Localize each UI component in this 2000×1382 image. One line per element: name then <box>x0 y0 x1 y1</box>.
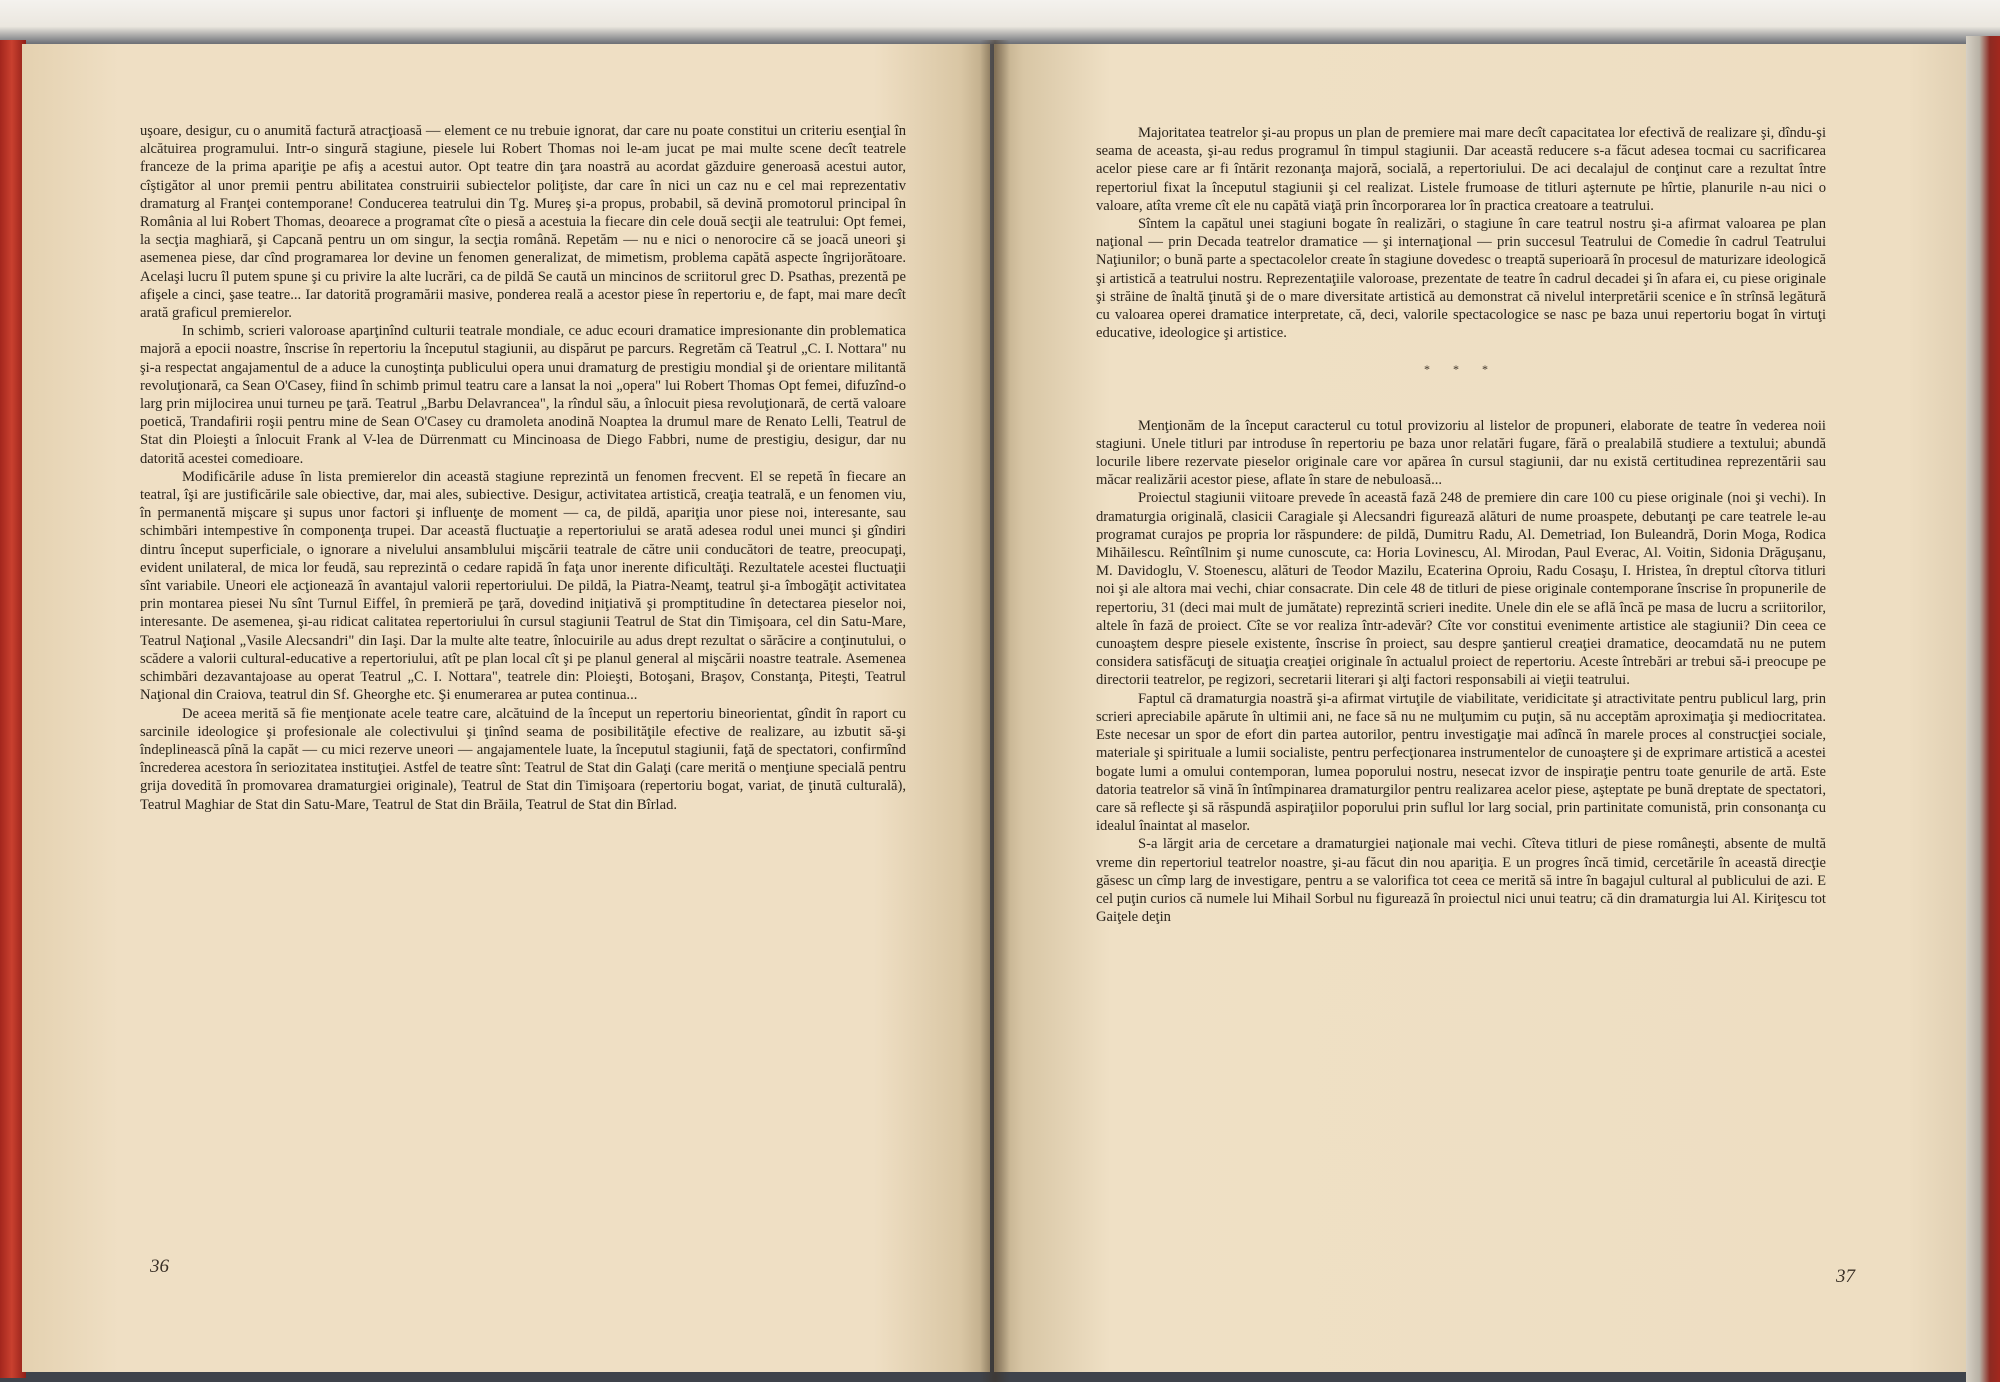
paragraph: Modificările aduse în lista premierelor din această stagiune reprezintă un fenomen frecvent. El se repetă în fiecare an teatral, îşi are justificările sale obiective, dar, mai ales, subiective. Desigur, activitatea artistică, creaţia teatrală, e un fenomen viu, în permanentă mişcare şi supus unor factori şi influenţe de moment — ca, de pildă, apariţia unor piese noi, interesante, sau schimbări intempestive în componenţa trupei. Dar această fluctuaţie a repertoriului se arată adesea rodul unei munci şi gîndiri dintru început superficiale, o ignorare a nivelului ansamblului mişcării teatrale de către unii conducători de teatre, preocupaţi, evident unilateral, de mica lor feudă, sau reprezintă o cedare rapidă în faţa unor inerente dificultăţi. Rezultatele acestei fluctuaţii sînt variabile. Uneori ele acţionează în avantajul valorii repertoriului. De pildă, la Piatra-Neamţ, teatrul şi-a îmbogăţit activitatea prin montarea piesei Nu sînt Turnul Eiffel, în premieră pe ţară, dovedind iniţiativă şi promptitudine în detectarea pieselor noi, interesante. De asemenea, şi-au ridicat calitatea repertoriului în cursul stagiunii Teatrul de Stat din Timişoara, cel din Satu-Mare, Teatrul Naţional „Vasile Alecsandri" din Iaşi. Dar la multe alte teatre, înlocuirile au adus drept rezultat o sărăcire a conţinutului, o scădere a valorii cultural-educative a repertoriului, atît pe plan local cît şi pe planul general al mişcării noastre teatrale. Asemenea schimbări dezavantajoase au operat Teatrul „C. I. Nottara", teatrele din: Ploieşti, Botoşani, Braşov, Constanţa, Piteşti, Teatrul Naţional din Craiova, teatrul din Sf. Gheorghe etc. Şi enumerarea ar putea continua... <box>140 468 906 704</box>
page-number: 36 <box>150 1256 169 1277</box>
paragraph: Menţionăm de la început caracterul cu totul provizoriu al listelor de propuneri, elaborate de teatre în vederea noii stagiuni. Unele titluri par introduse în repertoriu pe baza unor relatări fugare, fără o prealabilă studiere a textului; abundă locurile libere rezervate pieselor originale care vor apărea în cursul stagiunii, dar nu există certitudinea reprezentării sau măcar realizării acestor piese, aflate în stare de nebuloasă... <box>1096 417 1826 489</box>
book-gutter <box>980 40 1010 1382</box>
section-separator: * * * <box>1424 362 1498 377</box>
left-page-text <box>140 122 906 814</box>
right-page <box>994 44 1966 1372</box>
page-number: 37 <box>1836 1266 1855 1287</box>
paragraph: S-a lărgit aria de cercetare a dramaturgiei naţionale mai vechi. Cîteva titluri de piese româneşti, absente de multă vreme din repertoriul teatrelor noastre, şi-au făcut din nou apariţia. E un progres încă timid, cercetările în această direcţie găsesc un cîmp larg de investigare, pentru a se valorifica tot ceea ce merită să intre în bagajul cultural al publicului de azi. E cel puţin curios că numele lui Mihail Sorbul nu figurează în proiectul nici unui teatru; că din dramaturgia lui Al. Kiriţescu tot Gaiţele deţin <box>1096 836 1826 926</box>
top-edge <box>0 0 2000 44</box>
paragraph: Proiectul stagiunii viitoare prevede în această fază 248 de premiere din care 100 cu piese originale (noi şi vechi). In dramaturgia originală, clasicii Caragiale şi Alecsandri figurează alături de nume proaspete, debutanţi pe care teatrele le-au programat curajos pe propria lor răspundere: de pildă, Dumitru Radu, Al. Demetriad, Ion Buleandră, Dorin Moga, Rodica Mihăilescu. Reîntîlnim şi nume cunoscute, ca: Horia Lovinescu, Al. Mirodan, Paul Everac, Al. Voitin, Sidonia Drăguşanu, M. Davidoglu, V. Stoenescu, alături de Teodor Mazilu, Ecaterina Oproiu, Radu Cosaşu, I. Hristea, în dreptul cîtorva titluri noi şi ale altora mai vechi, chiar consacrate. Din cele 48 de titluri de piese originale contemporane înscrise în propunerile de repertoriu, 31 (deci mai mult de jumătate) reprezintă scrieri inedite. Unele din ele se află încă pe masa de lucru a scriitorilor, altele în fază de proiect. Cîte se vor realiza într-adevăr? Cîte vor constitui evenimente artistice ale stagiunii? Din ceea ce cunoaştem despre piesele existente, înscrise în proiect, sau despre şantierul creaţiei dramatice, deocamdată nu ne putem considera satisfăcuţi de situaţia creaţiei originale în actualul proiect de repertoriu. Aceste întrebări ar trebui să-i preocupe pe directorii teatrelor, pe regizori, secretarii literari şi alţi factori responsabili ai vieţii teatrului. <box>1096 490 1826 689</box>
paragraph: uşoare, desigur, cu o anumită factură atracţioasă — element ce nu trebuie ignorat, dar care nu poate constitui un criteriu esenţial în alcătuirea programului. Intr-o singură stagiune, piesele lui Robert Thomas noi le-am jucat pe mai multe scene decît teatrele franceze de la prima apariţie pe afiş a acestui autor. Opt teatre din ţara noastră au acordat găzduire generoasă acestui autor, cîştigător al unor premii pentru abilitatea construirii subiectelor poliţiste, dar care în nici un caz nu e cel mai reprezentativ dramaturg al Franţei contemporane! Conducerea teatrului din Tg. Mureş şi-a propus, probabil, să devină promotorul principal în România al lui Robert Thomas, deoarece a programat cîte o piesă a acestuia la fiecare din cele două secţii ale teatrului: Opt femei, la secţia maghiară, şi Capcană pentru un om singur, la secţia română. Repetăm — nu e nici o nenorocire că se joacă uneori şi asemenea piese, dar cînd programarea lor devine un fenomen generalizat, de mimetism, problema capătă aspecte îngrijorătoare. Acelaşi lucru îl putem spune şi cu privire la alte lucrări, ca de pildă Se caută un mincinos de scriitorul grec D. Psathas, prezentă pe afişele a cinci, şase teatre... Iar datorită programării masive, ponderea reală a acestor piese în repertoriu e, de fapt, mai mare decît arată graficul premierelor. <box>140 123 906 322</box>
paragraph: Majoritatea teatrelor şi-au propus un plan de premiere mai mare decît capacitatea lor efectivă de realizare şi, dîndu-şi seama de aceasta, şi-au redus programul în timpul stagiunii. Dar această reducere s-a făcut adesea tocmai cu sacrificarea acelor piese care ar fi întărit rezonanţa majoră, socială, a repertoriului. De aci decalajul de conţinut care a rezultat între repertoriul fixat la începutul stagiunii şi cel realizat. Listele frumoase de titluri aşternute pe hîrtie, planurile n-au nici o valoare, atîta vreme cît ele nu capătă viaţă prin încorporarea lor în practica creatoare a teatrului. <box>1096 125 1826 214</box>
paragraph: In schimb, scrieri valoroase aparţinînd culturii teatrale mondiale, ce aduc ecouri dramatice impresionante din problematica majoră a epocii noastre, înscrise în repertoriu la începutul stagiunii, au dispărut pe parcurs. Regretăm că Teatrul „C. I. Nottara" nu şi-a respectat angajamentul de a aduce la cunoştinţa publicului opera unui dramaturg de prestigiu mondial şi de orientare militantă revoluţionară, ca Sean O'Casey, fiind în schimb primul teatru care a lansat la noi „opera" lui Robert Thomas Opt femei, difuzînd-o larg prin mijlocirea unui turneu pe ţară. Teatrul „Barbu Delavrancea", la rîndul său, a înlocuit piesa revoluţionară, de certă valoare poetică, Trandafirii roşii pentru mine de Sean O'Casey cu dramoleta anodină Noaptea la drumul mare de Renato Lelli, Teatrul de Stat din Ploieşti a înlocuit Frank al V-lea de Dürrenmatt cu Mincinoasa de Diego Fabbri, nume de prestigiu, desigur, dar nu datorită acestei comedioare. <box>140 323 906 467</box>
book-cover-right-edge <box>1966 36 2000 1382</box>
paragraph: De aceea merită să fie menţionate acele teatre care, alcătuind de la început un repertoriu bineorientat, gîndit în raport cu sarcinile ideologice şi profesionale ale colectivului şi ţinînd seama de posibilităţile efective de realizare, au izbutit să-şi îndeplinească pînă la capăt — cu mici rezerve uneori — angajamentele luate, la începutul stagiunii, faţă de spectatori, confirmînd încrederea acestora în seriozitatea instituţiei. Astfel de teatre sînt: Teatrul de Stat din Galaţi (care merită o menţiune specială pentru grija dovedită în promovarea dramaturgiei originale), Teatrul de Stat din Timişoara (repertoriu bogat, variat, de ţinută culturală), Teatrul Maghiar de Stat din Satu-Mare, Teatrul de Stat din Brăila, Teatrul de Stat din Bîrlad. <box>140 705 906 813</box>
paragraph: Sîntem la capătul unei stagiuni bogate în realizări, o stagiune în care teatrul nostru şi-a afirmat valoarea pe plan naţional — prin Decada teatrelor dramatice — şi internaţional — prin succesul Teatrului de Comedie în cadrul Teatrului Naţiunilor; o bună parte a spectacolelor create în stagiune dovedesc o treaptă superioară în procesul de maturizare ideologică şi artistică a teatrului nostru. Reprezentaţiile valoroase, prezentate de teatre în cadrul decadei şi în afara ei, cu piese originale şi străine de înaltă ţinută şi de o mare diversitate artistică au demonstrat că nivelul interpretării scenice e în strînsă legătură cu valoarea operei dramatice interpretate, că, deci, valorile spectacologice se nasc pe baza unui repertoriu bogat în virtuţi educative, ideologice şi artistice. <box>1096 216 1826 342</box>
right-page-text <box>1096 124 1826 926</box>
paragraph: Faptul că dramaturgia noastră şi-a afirmat virtuţile de viabilitate, veridicitate şi atractivitate pentru publicul larg, prin scrieri apreciabile apărute în ultimii ani, ne face să nu ne mulţumim cu puţin, să nu acceptăm aproximaţia şi mediocritatea. Este necesar un spor de efort din partea autorilor, pentru investigaţie mai adîncă în marele proces al construcţiei sociale, materiale şi spirituale a lumii socialiste, pentru perfecţionarea instrumentelor de cunoaştere şi de exprimare artistică a acestei bogate lumi a omului contemporan, lumea poporului nostru, nesecat izvor de inspiraţie pentru toate genurile de artă. Este datoria teatrelor să vină în întîmpinarea dramaturgilor pentru realizarea acelor piese, aşteptate pe bună dreptate de spectatori, care să reflecte şi să răspundă aspiraţiilor poporului prin suflul lor larg social, prin partinitate comunistă, prin consonanţa cu idealul înaintat al maselor. <box>1096 690 1826 835</box>
left-page <box>22 44 990 1372</box>
